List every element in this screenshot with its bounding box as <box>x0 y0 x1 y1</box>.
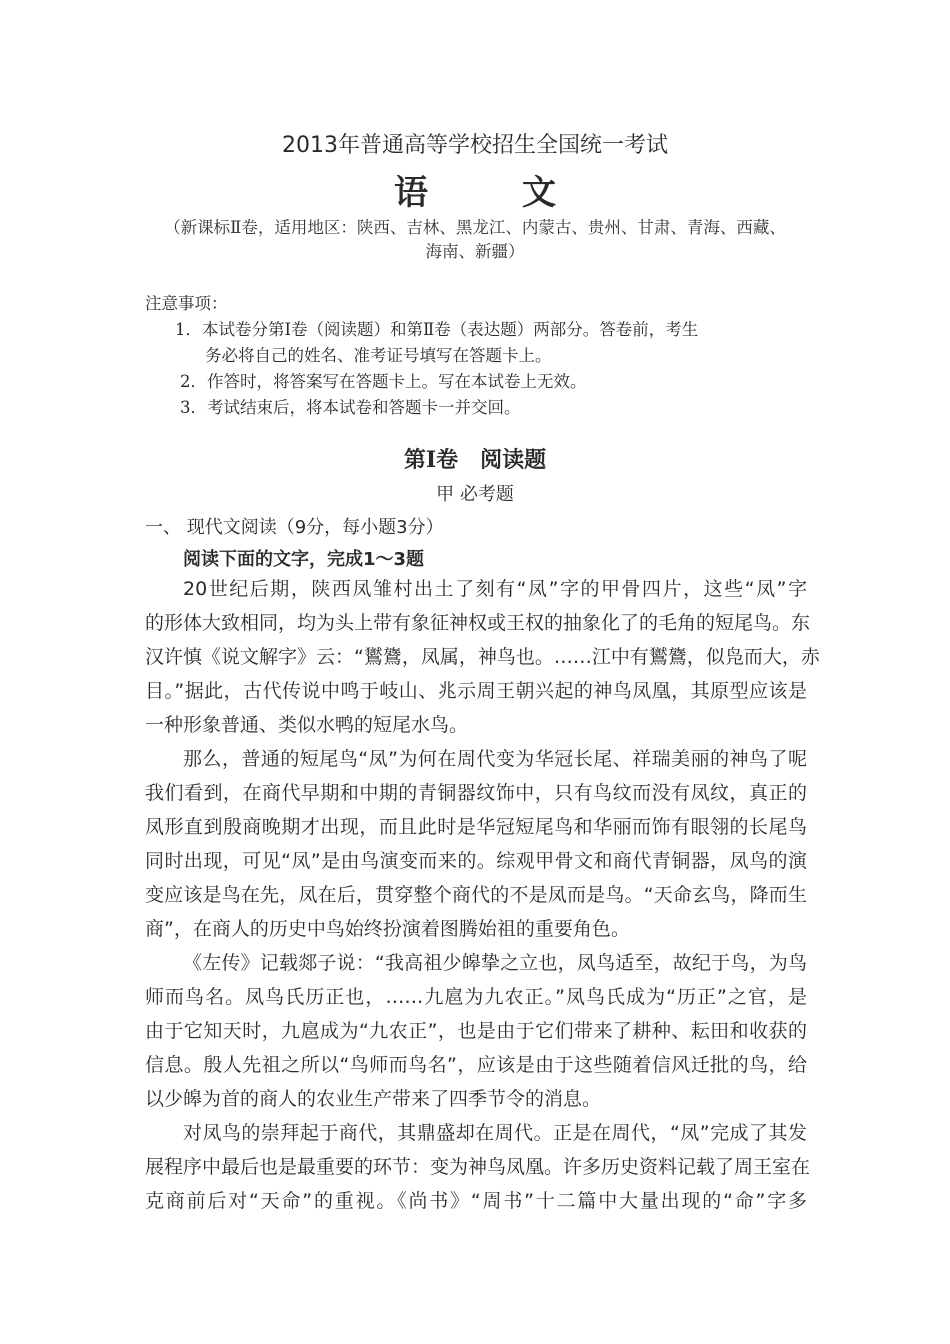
passage-line: 同时出现，可见“凤”是由鸟演变而来的。综观甲骨文和商代青铜器，凤鸟的演 <box>145 850 807 872</box>
passage-line: 目。”据此，古代传说中鸣于岐山、兆示周王朝兴起的神鸟凤凰，其原型应该是 <box>145 680 807 702</box>
passage-line: 以少皞为首的商人的农业生产带来了四季节令的消息。 <box>145 1088 602 1110</box>
passage-line: 一种形象普通、类似水鸭的短尾水鸟。 <box>145 714 469 736</box>
passage-line: 汉许慎《说文解字》云：“鸑鷟，凤属，神鸟也。……江中有鸑鷟，似凫而大，赤 <box>145 646 820 668</box>
note-item-1-cont: 务必将自己的姓名、准考证号填写在答题卡上。 <box>205 346 552 365</box>
notes-heading: 注意事项： <box>145 294 228 313</box>
passage-line: 由于它知天时，九扈成为“九农正”，也是由于它们带来了耕种、耘田和收获的 <box>145 1020 807 1042</box>
part-heading: 一、 现代文阅读（9分，每小题3分） <box>145 517 444 538</box>
subtitle-line-1: （新课标Ⅱ卷，适用地区：陕西、吉林、黑龙江、内蒙古、贵州、甘肃、青海、西藏、 <box>164 218 786 237</box>
note-item-3: 3．考试结束后，将本试卷和答题卡一并交回。 <box>180 398 521 417</box>
passage-line: 展程序中最后也是最重要的环节：变为神鸟凤凰。许多历史资料记载了周王室在 <box>145 1156 811 1178</box>
passage-line: 20世纪后期，陕西凤雏村出土了刻有“凤”字的甲骨四片，这些“凤”字 <box>183 578 807 600</box>
passage-line: 对凤鸟的崇拜起于商代，其鼎盛却在周代。正是在周代，“凤”完成了其发 <box>183 1122 807 1144</box>
passage-line: 凤形直到殷商晚期才出现，而且此时是华冠短尾鸟和华丽而饰有眼翎的长尾鸟 <box>145 816 807 838</box>
passage-line: 《左传》记载郯子说：“我高祖少皞挚之立也，凤鸟适至，故纪于鸟，为鸟 <box>183 952 807 974</box>
passage-line: 我们看到，在商代早期和中期的青铜器纹饰中，只有鸟纹而没有凤纹，真正的 <box>145 782 807 804</box>
passage-line: 信息。殷人先祖之所以“鸟师而鸟名”，应该是由于这些随着信风迁批的鸟，给 <box>145 1054 807 1076</box>
passage-line: 师而鸟名。凤鸟氏历正也，……九扈为九农正。”凤鸟氏成为“历正”之官，是 <box>145 986 807 1008</box>
section-title: 第Ⅰ卷 阅读题 <box>403 447 547 473</box>
passage-line: 的形体大致相同，均为头上带有象征神权或王权的抽象化了的毛角的短尾鸟。东 <box>145 612 811 634</box>
passage-line: 那么，普通的短尾鸟“凤”为何在周代变为华冠长尾、祥瑞美丽的神鸟了呢 <box>183 748 807 770</box>
exam-title: 2013年普通高等学校招生全国统一考试 <box>282 133 668 158</box>
passage-line: 克商前后对“天命”的重视。《尚书》“周书”十二篇中大量出现的“命”字多 <box>145 1190 807 1212</box>
subtitle-line-2: 海南、新疆） <box>425 242 525 261</box>
note-item-2: 2．作答时，将答案写在答题卡上。写在本试卷上无效。 <box>180 372 587 391</box>
passage-line: 变应该是鸟在先，凤在后，贯穿整个商代的不是凤而是鸟。“天命玄鸟，降而生 <box>145 884 807 906</box>
section-subtitle: 甲 必考题 <box>436 484 514 505</box>
reading-instruction: 阅读下面的文字，完成1～3题 <box>183 549 425 570</box>
passage-line: 商”，在商人的历史中鸟始终扮演着图腾始祖的重要角色。 <box>145 918 630 940</box>
subject-title: 语 文 <box>394 173 586 213</box>
note-item-1: 1．本试卷分第Ⅰ卷（阅读题）和第Ⅱ卷（表达题）两部分。答卷前，考生 <box>175 320 699 339</box>
